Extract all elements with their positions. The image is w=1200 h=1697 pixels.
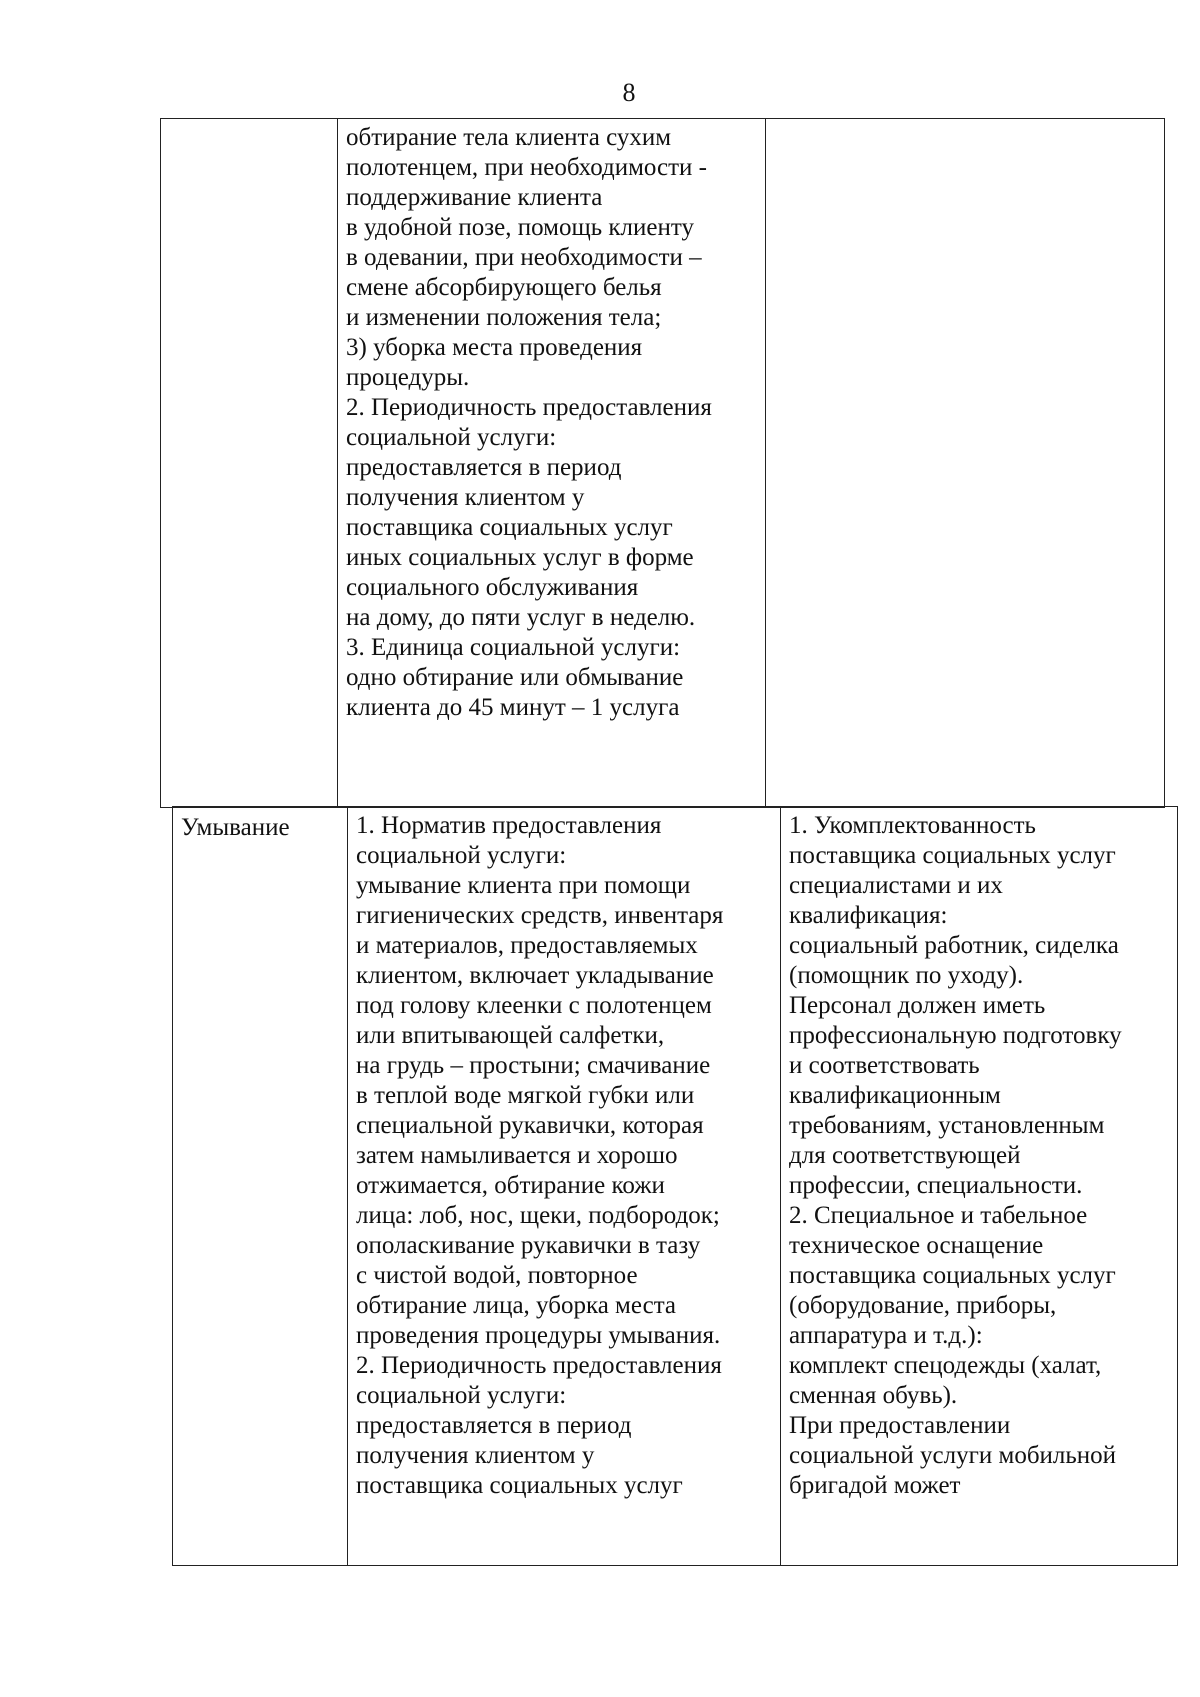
service-conditions-cell [781, 807, 1178, 1566]
text-line: полотенцем, при необходимости - [346, 154, 707, 181]
text-line: 3) уборка места проведения [346, 334, 643, 361]
text-line: поставщика социальных услуг [789, 842, 1116, 869]
text-line: смене абсорбирующего белья [346, 274, 662, 301]
text-line: получения клиентом у [356, 1442, 595, 1469]
text-line: поставщика социальных услуг [789, 1262, 1116, 1289]
service-name [161, 119, 337, 127]
service-name-cell [173, 807, 348, 1566]
service-description [338, 119, 765, 725]
text-line: или впитывающей салфетки, [356, 1022, 665, 1049]
text-line: проведения процедуры умывания. [356, 1322, 721, 1349]
service-description-cell [338, 119, 766, 808]
text-line: иных социальных услуг в форме [346, 544, 694, 571]
text-line: 1. Укомплектованность [789, 812, 1036, 839]
text-line: с чистой водой, повторное [356, 1262, 638, 1289]
service-name: Умывание [181, 814, 290, 841]
text-line: 3. Единица социальной услуги: [346, 634, 681, 661]
page-number: 8 [622, 78, 636, 107]
text-line: специальной рукавички, которая [356, 1112, 704, 1139]
text-line: и соответствовать [789, 1052, 980, 1079]
text-line: под голову клеенки с полотенцем [356, 992, 712, 1019]
service-conditions [781, 807, 1177, 1503]
text-line: на дому, до пяти услуг в неделю. [346, 604, 696, 631]
text-line: гигиенических средств, инвентаря [356, 902, 724, 929]
text-line: специалистами и их [789, 872, 1003, 899]
text-line: квалификация: [789, 902, 948, 929]
text-line: получения клиентом у [346, 484, 585, 511]
text-line: профессиональную подготовку [789, 1022, 1122, 1049]
text-line: в теплой воде мягкой губки или [356, 1082, 695, 1109]
service-description [348, 807, 780, 1503]
text-line: одно обтирание или обмывание [346, 664, 684, 691]
text-line: техническое оснащение [789, 1232, 1044, 1259]
text-line: для соответствующей [789, 1142, 1021, 1169]
service-name-cell [161, 119, 338, 808]
service-conditions-cell [766, 119, 1165, 808]
text-line: поставщика социальных услуг [356, 1472, 683, 1499]
service-conditions [766, 119, 1164, 125]
text-line: требованиям, установленным [789, 1112, 1105, 1139]
text-line: (оборудование, приборы, [789, 1292, 1057, 1319]
services-table [172, 806, 1178, 1566]
text-line: предоставляется в период [346, 454, 622, 481]
text-line: социальной услуги: [356, 842, 567, 869]
text-line: профессии, специальности. [789, 1172, 1083, 1199]
text-line: предоставляется в период [356, 1412, 632, 1439]
text-line: 2. Специальное и табельное [789, 1202, 1088, 1229]
text-line: процедуры. [346, 364, 470, 391]
text-line: лица: лоб, нос, щеки, подбородок; [356, 1202, 720, 1229]
text-line: При предоставлении [789, 1412, 1011, 1439]
text-line: клиента до 45 минут – 1 услуга [346, 694, 680, 721]
text-line: поддерживание клиента [346, 184, 603, 211]
text-line: комплект спецодежды (халат, [789, 1352, 1102, 1379]
text-line: обтирание лица, уборка места [356, 1292, 677, 1319]
text-line: затем намыливается и хорошо [356, 1142, 678, 1169]
text-line: отжимается, обтирание кожи [356, 1172, 665, 1199]
text-line: 2. Периодичность предоставления [356, 1352, 722, 1379]
text-line: и материалов, предоставляемых [356, 932, 698, 959]
service-description-cell [348, 807, 781, 1566]
text-line: в удобной позе, помощь клиенту [346, 214, 694, 241]
text-line: социального обслуживания [346, 574, 639, 601]
text-line: на грудь – простыни; смачивание [356, 1052, 711, 1079]
text-line: обтирание тела клиента сухим [346, 124, 672, 151]
text-line: в одевании, при необходимости – [346, 244, 702, 271]
table-row [161, 119, 1165, 808]
text-line: ополаскивание рукавички в тазу [356, 1232, 701, 1259]
text-line: квалификационным [789, 1082, 1001, 1109]
text-line: 1. Норматив предоставления [356, 812, 662, 839]
services-table-continuation [160, 118, 1165, 808]
text-line: клиентом, включает укладывание [356, 962, 714, 989]
table-row [173, 807, 1178, 1566]
text-line: умывание клиента при помощи [356, 872, 691, 899]
text-line: аппаратура и т.д.): [789, 1322, 983, 1349]
text-line: социальной услуги: [356, 1382, 567, 1409]
text-line: бригадой может [789, 1472, 961, 1499]
text-line: (помощник по уходу). [789, 962, 1024, 989]
text-line: социальной услуги: [346, 424, 557, 451]
text-line: 2. Периодичность предоставления [346, 394, 712, 421]
text-line: и изменении положения тела; [346, 304, 662, 331]
text-line: социальной услуги мобильной [789, 1442, 1117, 1469]
text-line: сменная обувь). [789, 1382, 958, 1409]
text-line: поставщика социальных услуг [346, 514, 673, 541]
text-line: социальный работник, сиделка [789, 932, 1119, 959]
text-line: Персонал должен иметь [789, 992, 1046, 1019]
